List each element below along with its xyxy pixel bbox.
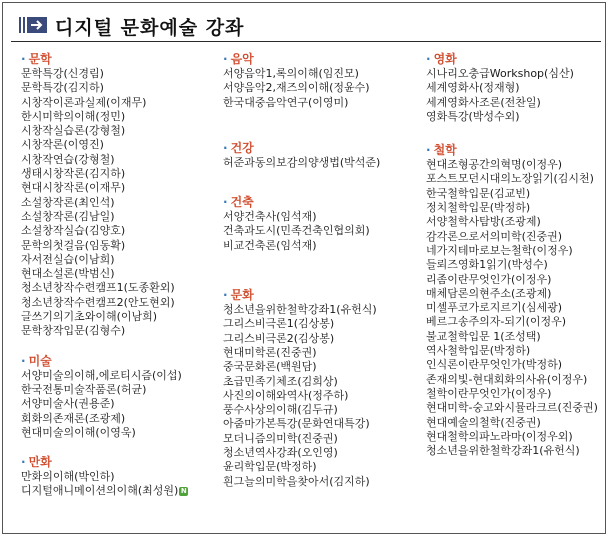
bullet-icon: · (223, 140, 228, 155)
course-link[interactable]: 자서전실습(이남희) (21, 252, 115, 266)
bullet-icon: · (426, 143, 431, 158)
course-link[interactable]: 정치철학입문(박정하) (426, 201, 531, 215)
course-link[interactable]: 들뢰즈영화1읽기(박성수) (426, 258, 548, 272)
course-link[interactable]: 윤리학입문(박정하) (223, 460, 317, 474)
course-link[interactable]: 디지털애니메이션의이해(최성원) N (21, 484, 187, 498)
course-link[interactable]: 불교철학입문 1(조성택) (426, 329, 541, 343)
course-link[interactable]: 존재의빛-현대회화의사유(이정우) (426, 372, 588, 386)
course-link[interactable]: 베르그송주의자-되기(이정우) (426, 315, 567, 329)
new-badge-icon: N (180, 486, 187, 495)
course-link[interactable]: 그리스비극론2(김상봉) (223, 331, 335, 345)
course-link[interactable]: 시창작연습(강형철) (21, 152, 115, 166)
course-link[interactable]: 청소년창작수련캠프2(안도현외) (21, 295, 175, 309)
course-link[interactable]: 생태시창작론(김지하) (21, 167, 126, 181)
course-link[interactable]: 포스트모던시대의노장읽기(김시천) (426, 172, 594, 186)
course-link[interactable]: 문학특강(신경림) (21, 67, 104, 80)
course-link[interactable]: 청소년창작수련캠프1(도종환외) (21, 281, 175, 295)
section-literature (21, 51, 216, 339)
bullet-icon: · (223, 52, 228, 66)
column-2 (223, 51, 418, 489)
section-title-literature: · 문학 (21, 52, 52, 66)
bullet-icon: · (21, 455, 26, 470)
course-link[interactable]: 현대예술의철학(진중권) (426, 415, 541, 429)
course-link[interactable]: 서양미술사(권용준) (21, 397, 115, 411)
course-link[interactable]: 문학의첫걸음(임동확) (21, 238, 126, 252)
course-link[interactable]: 미셸푸코가로지르기(심세광) (426, 301, 563, 315)
section-manhwa (21, 454, 216, 499)
section-title-philosophy: · 철학 (426, 143, 457, 158)
course-link[interactable]: 서양건축사(임석재) (223, 210, 317, 224)
course-link[interactable]: 서양미술의이해,에로티시즘(이섭) (21, 368, 182, 382)
course-link[interactable]: 시창작실습론(강형철) (21, 124, 126, 138)
section-title-manhwa: · 만화 (21, 455, 52, 470)
course-link[interactable]: 문학특강(김지하) (21, 81, 104, 95)
course-link[interactable]: 시창작론(이영진) (21, 138, 104, 152)
course-link[interactable]: 현대철학의파노라마(이정우외) (426, 429, 573, 443)
course-link[interactable]: 매체담론의현주소(조광제) (426, 286, 552, 300)
course-link[interactable]: 사진의이해와역사(정주하) (223, 388, 349, 402)
section-title-culture: · 문화 (223, 288, 254, 303)
course-link[interactable]: 시창작이론과실제(이재무) (21, 95, 147, 109)
section-title-art: · 미술 (21, 353, 52, 368)
course-link[interactable]: 글쓰기의기초와이해(이남희) (21, 310, 158, 324)
course-link[interactable]: 인식론이란무엇인가(박정하) (426, 358, 563, 372)
bullet-icon: · (21, 353, 26, 368)
bullet-icon: · (21, 52, 26, 66)
section-architecture (223, 194, 418, 253)
section-philosophy (426, 142, 604, 458)
course-link[interactable]: 현대미학-숭고와시뮬라크르(진중권) (426, 401, 598, 415)
course-link[interactable]: 청소년역사강좌(오인영) (223, 446, 338, 460)
header-divider (11, 41, 601, 42)
course-link[interactable]: 한국전통미술작품론(허균) (21, 382, 147, 396)
section-music (223, 51, 418, 110)
course-list-panel (2, 2, 606, 534)
course-link[interactable]: 서양철학사탐방(조광제) (426, 215, 541, 229)
course-link[interactable]: 영화특강(박성수외) (426, 109, 520, 123)
section-culture (223, 287, 418, 489)
course-link[interactable]: 리좀이란무엇인가(이정우) (426, 272, 552, 286)
course-link[interactable]: 현대미술의이해(이영욱) (21, 425, 136, 439)
section-title-film: · 영화 (426, 52, 457, 66)
course-link[interactable]: 철학이란무엇인가(이정우) (426, 386, 552, 400)
course-link[interactable]: 서양음악1,록의이해(임진모) (223, 67, 359, 80)
bullet-icon: · (426, 52, 431, 66)
course-link[interactable]: 한국철학입문(김교빈) (426, 186, 531, 200)
course-link[interactable]: 소설창작실습(김양호) (21, 224, 126, 238)
course-link[interactable]: 청소년을위한철학강좌1(유헌식) (223, 303, 377, 317)
course-link[interactable]: 아줌마가본특강(문화연대특강) (223, 417, 370, 431)
section-health (223, 140, 418, 170)
course-link[interactable]: 풍수사상의이해(김두규) (223, 403, 338, 417)
course-link[interactable]: 서양음악2,재즈의이해(정윤수) (223, 81, 370, 95)
bullet-icon: · (223, 195, 228, 210)
course-link[interactable]: 한국대중음악연구(이영미) (223, 95, 349, 109)
course-link[interactable]: 현대조형공간의혁명(이정우) (426, 158, 563, 172)
course-link[interactable]: 건축과도시(민족건축인협의회) (223, 224, 370, 238)
header (11, 11, 601, 39)
course-link[interactable]: 시나리오충급Workshop(심산) (426, 67, 574, 80)
column-1 (21, 51, 216, 499)
course-link[interactable]: 비교건축론(임석재) (223, 238, 317, 252)
course-link[interactable]: 흰그늘의미학을찾아서(김지하) (223, 474, 370, 488)
course-link[interactable]: 세계영화사조론(전찬일) (426, 95, 541, 109)
course-link[interactable]: 허준과동의보감의양생법(박석준) (223, 155, 381, 169)
course-link[interactable]: 현대미학론(진중권) (223, 345, 317, 359)
course-link[interactable]: 회화의존재론(조광제) (21, 411, 126, 425)
course-link[interactable]: 감각론으로서의미학(진중권) (426, 229, 563, 243)
course-link[interactable]: 그리스비극론1(김상봉) (223, 317, 335, 331)
bullet-icon: · (223, 288, 228, 303)
course-link[interactable]: 청소년을위한철학강좌1(유헌식) (426, 444, 580, 458)
course-link[interactable]: 한시미학의이해(정민) (21, 109, 126, 123)
course-link[interactable]: 역사철학입문(박정하) (426, 344, 531, 358)
course-link[interactable]: 세계영화사(정재형) (426, 81, 520, 95)
section-title-music: · 음악 (223, 52, 254, 66)
section-art (21, 353, 216, 440)
column-3 (426, 51, 604, 458)
section-title-architecture: · 건축 (223, 195, 254, 210)
arrow-right-icon (19, 17, 47, 33)
course-link[interactable]: 현대소설론(박범신) (21, 267, 115, 281)
course-link[interactable]: 중국문화론(백원담) (223, 360, 317, 374)
page-title: 디지털 문화예술 강좌 (55, 17, 245, 39)
course-link[interactable]: 네가지테마로보는철학(이정우) (426, 243, 573, 257)
course-link[interactable]: 만화의이해(박인하) (21, 470, 115, 484)
course-link[interactable]: 초급민족기체조(김희상) (223, 374, 338, 388)
section-film (426, 51, 604, 124)
course-link[interactable]: 소설창작론(김남일) (21, 209, 115, 223)
section-title-health: · 건강 (223, 140, 254, 155)
course-link[interactable]: 문학창작입문(김형수) (21, 324, 126, 338)
course-link[interactable]: 현대시창작론(이재무) (21, 181, 126, 195)
course-link[interactable]: 모더니즘의미학(진중권) (223, 431, 338, 445)
course-link[interactable]: 소설창작론(최인석) (21, 195, 115, 209)
